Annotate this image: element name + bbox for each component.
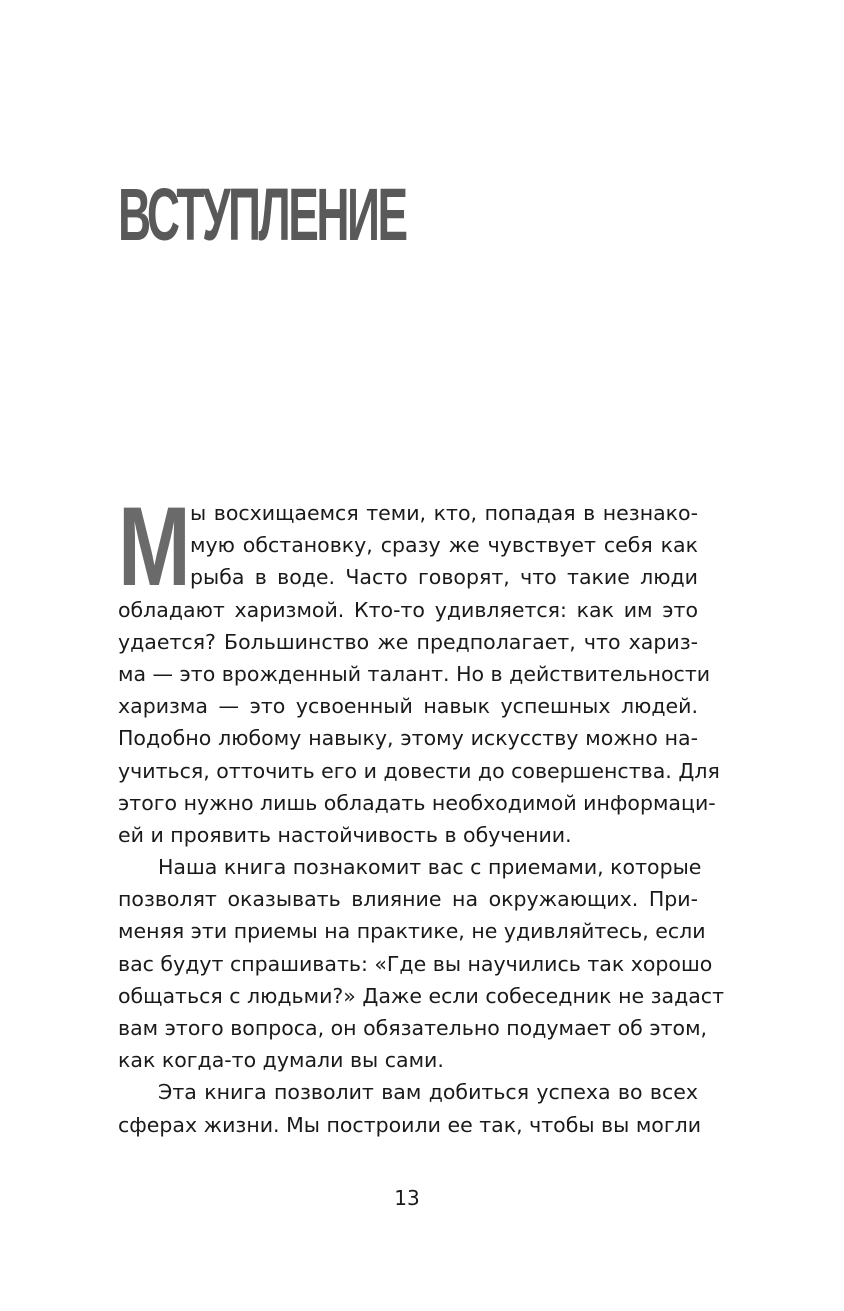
text-line: учиться, отточить его и довести до совершенства. Для xyxy=(118,758,720,783)
text-line: Подобно любому навыку, этому искусству можно на- xyxy=(118,726,698,751)
text-line: удается? Большинство же предполагает, что хариз- xyxy=(118,629,698,654)
text-line: Эта книга позволит вам добиться успеха во всех xyxy=(158,1080,698,1105)
chapter-title: ВСТУПЛЕНИЕ xyxy=(118,173,406,256)
text-line: ма — это врожденный талант. Но в действительности xyxy=(118,661,711,686)
page-number: 13 xyxy=(394,1186,420,1210)
text-line: Наша книга познакомит вас с приемами, которые xyxy=(158,855,702,880)
text-line: меняя эти приемы на практике, не удивляйтесь, если xyxy=(118,919,706,944)
text-line: ы восхищаемся теми, кто, попадая в незнако- xyxy=(190,501,698,525)
text-line: как когда-то думали вы сами. xyxy=(118,1048,444,1073)
text-line: этого нужно лишь обладать необходимой информаци- xyxy=(118,790,716,815)
text-line: вам этого вопроса, он обязательно подумает об этом, xyxy=(118,1016,708,1040)
drop-cap: М xyxy=(118,484,191,609)
text-line: ей и проявить настойчивость в обучении. xyxy=(118,822,572,847)
body-text xyxy=(118,484,725,1141)
text-line: сферах жизни. Мы построили ее так, чтобы вы могли xyxy=(118,1112,702,1137)
text-line: общаться с людьми?» Даже если собеседник не задаст xyxy=(118,983,725,1008)
text-line: позволят оказывать влияние на окружающих. При- xyxy=(118,887,698,912)
text-line: харизма — это усвоенный навык успешных людей. xyxy=(118,694,698,719)
text-line: обладают харизмой. Кто-то удивляется: как им это xyxy=(118,597,698,622)
text-line: рыба в воде. Часто говорят, что такие люди xyxy=(190,565,698,590)
text-line: вас будут спрашивать: «Где вы научились так хорошо xyxy=(118,951,713,976)
text-line: мую обстановку, сразу же чувствует себя как xyxy=(190,533,698,558)
